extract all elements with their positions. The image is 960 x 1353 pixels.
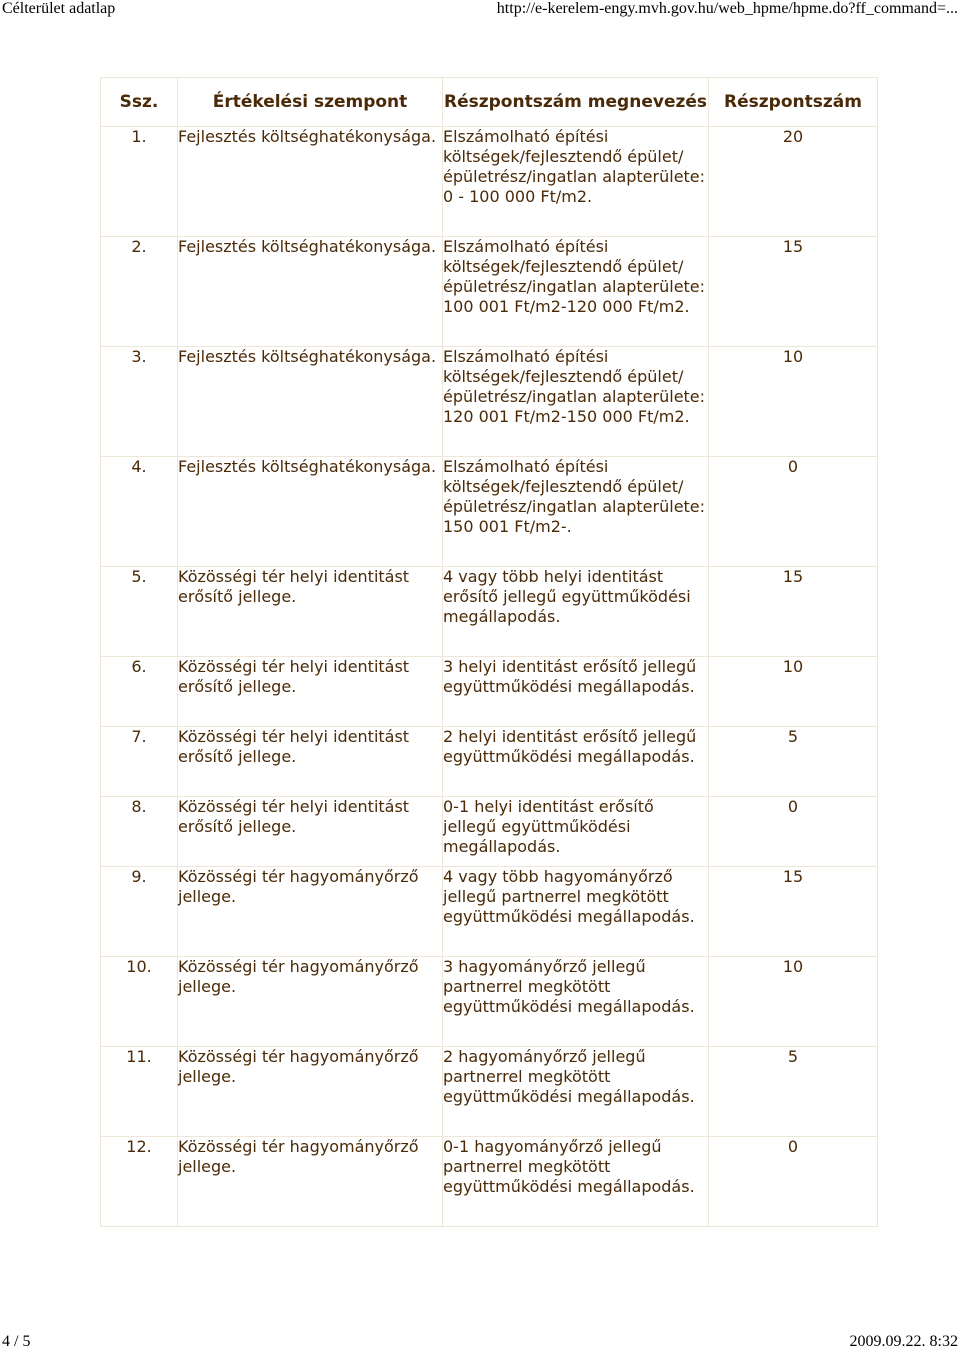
table-row [101, 567, 878, 657]
row-points: 15 [709, 867, 878, 957]
row-score-description: Elszámolható építési költségek/fejlesztendő épület/épületrész/ingatlan alapterülete: 120 001 Ft/m2-150 000 Ft/m2. [443, 347, 709, 457]
row-number: 2. [101, 237, 178, 347]
row-points: 0 [709, 457, 878, 567]
scoring-table [100, 77, 878, 1227]
row-score-description: 4 vagy több helyi identitást erősítő jellegű együttműködési megállapodás. [443, 567, 709, 657]
table-row [101, 457, 878, 567]
row-number: 6. [101, 657, 178, 727]
row-score-description: Elszámolható építési költségek/fejlesztendő épület/épületrész/ingatlan alapterülete: 150 001 Ft/m2-. [443, 457, 709, 567]
header-score: Részpontszám [709, 78, 878, 127]
page-number: 4 / 5 [2, 1333, 31, 1350]
row-score-description: 0-1 helyi identitást erősítő jellegű együttműködési megállapodás. [443, 797, 709, 867]
table-row [101, 347, 878, 457]
row-score-description: 3 hagyományőrző jellegű partnerrel megkötött együttműködési megállapodás. [443, 957, 709, 1047]
row-points: 10 [709, 657, 878, 727]
table-row [101, 957, 878, 1047]
table-row [101, 1137, 878, 1227]
row-score-description: Elszámolható építési költségek/fejlesztendő épület/épületrész/ingatlan alapterülete: 0 - 100 000 Ft/m2. [443, 127, 709, 237]
table-row [101, 237, 878, 347]
row-criterion: Közösségi tér hagyományőrző jellege. [178, 1137, 443, 1227]
row-number: 11. [101, 1047, 178, 1137]
table-body [101, 127, 878, 1227]
row-score-description: 2 hagyományőrző jellegű partnerrel megkötött együttműködési megállapodás. [443, 1047, 709, 1137]
print-header [0, 0, 960, 20]
page-url: http://e-kerelem-engy.mvh.gov.hu/web_hpme/hpme.do?ff_command=... [496, 0, 958, 17]
table-row [101, 797, 878, 867]
row-points: 15 [709, 567, 878, 657]
row-score-description: 3 helyi identitást erősítő jellegű együttműködési megállapodás. [443, 657, 709, 727]
table-row [101, 727, 878, 797]
row-criterion: Fejlesztés költséghatékonysága. [178, 457, 443, 567]
row-points: 5 [709, 727, 878, 797]
document-title: Célterület adatlap [2, 0, 116, 17]
row-number: 1. [101, 127, 178, 237]
table-row [101, 657, 878, 727]
table-row [101, 1047, 878, 1137]
row-points: 10 [709, 957, 878, 1047]
row-criterion: Közösségi tér hagyományőrző jellege. [178, 1047, 443, 1137]
row-number: 5. [101, 567, 178, 657]
row-number: 3. [101, 347, 178, 457]
row-points: 20 [709, 127, 878, 237]
row-points: 0 [709, 797, 878, 867]
header-num: Ssz. [101, 78, 178, 127]
row-criterion: Közösségi tér helyi identitást erősítő jellege. [178, 657, 443, 727]
row-number: 4. [101, 457, 178, 567]
row-number: 10. [101, 957, 178, 1047]
row-score-description: Elszámolható építési költségek/fejlesztendő épület/épületrész/ingatlan alapterülete: 100 001 Ft/m2-120 000 Ft/m2. [443, 237, 709, 347]
row-number: 12. [101, 1137, 178, 1227]
row-points: 15 [709, 237, 878, 347]
row-criterion: Közösségi tér helyi identitást erősítő jellege. [178, 567, 443, 657]
row-criterion: Közösségi tér hagyományőrző jellege. [178, 867, 443, 957]
row-number: 8. [101, 797, 178, 867]
row-criterion: Fejlesztés költséghatékonysága. [178, 237, 443, 347]
row-points: 5 [709, 1047, 878, 1137]
header-score-name: Részpontszám megnevezés [443, 78, 709, 127]
table-header-row [101, 78, 878, 127]
row-criterion: Közösségi tér helyi identitást erősítő jellege. [178, 727, 443, 797]
table-row [101, 867, 878, 957]
row-score-description: 0-1 hagyományőrző jellegű partnerrel megkötött együttműködési megállapodás. [443, 1137, 709, 1227]
row-criterion: Közösségi tér helyi identitást erősítő jellege. [178, 797, 443, 867]
print-date: 2009.09.22. 8:32 [849, 1333, 958, 1350]
row-criterion: Közösségi tér hagyományőrző jellege. [178, 957, 443, 1047]
row-points: 10 [709, 347, 878, 457]
row-score-description: 2 helyi identitást erősítő jellegű együttműködési megállapodás. [443, 727, 709, 797]
header-criterion: Értékelési szempont [178, 78, 443, 127]
print-footer [0, 1333, 960, 1353]
row-number: 7. [101, 727, 178, 797]
row-criterion: Fejlesztés költséghatékonysága. [178, 347, 443, 457]
row-points: 0 [709, 1137, 878, 1227]
row-number: 9. [101, 867, 178, 957]
row-score-description: 4 vagy több hagyományőrző jellegű partnerrel megkötött együttműködési megállapodás. [443, 867, 709, 957]
row-criterion: Fejlesztés költséghatékonysága. [178, 127, 443, 237]
table-row [101, 127, 878, 237]
